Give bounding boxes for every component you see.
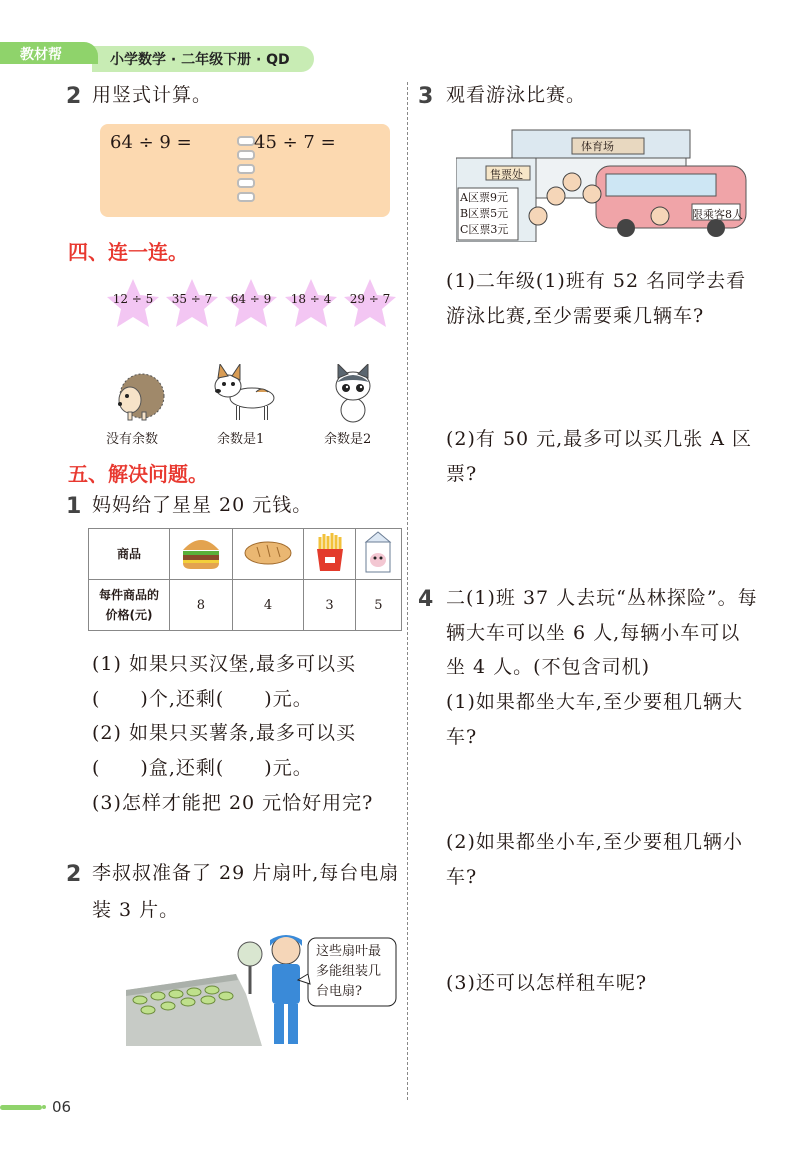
price-table: [88, 528, 402, 631]
p1-line: ( )盒,还剩( )元。: [92, 757, 313, 779]
p1-line: (3)怎样才能把 20 元恰好用完?: [92, 792, 374, 814]
animal-caption: 余数是1: [217, 432, 265, 447]
star-label: 35 ÷ 7: [171, 292, 213, 306]
speech-bubble: 这些扇叶最 多能组装几 台电扇?: [316, 944, 382, 999]
header-title: 小学数学 · 二年级下册 · QD: [110, 52, 290, 68]
milk-icon: [355, 529, 401, 580]
q4-line: 二(1)班 37 人去玩“丛林探险”。每: [446, 587, 758, 609]
page-number: 06: [52, 1098, 72, 1116]
star-label: 12 ÷ 5: [112, 292, 154, 306]
column-divider: [407, 82, 408, 1100]
p1-text: 妈妈给了星星 20 元钱。: [92, 494, 313, 516]
q4-line: 坐 4 人。(不包含司机): [446, 656, 650, 678]
page-bar: [0, 1105, 42, 1110]
notebook: [100, 124, 390, 217]
bread-icon: [232, 529, 303, 580]
section4-title: 四、连一连。: [68, 240, 188, 264]
section5-title: 五、解决问题。: [68, 462, 208, 486]
q4-sub2-line: (2)如果都坐小车,至少要租几辆小: [446, 831, 743, 853]
page-dot: [42, 1105, 46, 1109]
p2-line: 李叔叔准备了 29 片扇叶,每台电扇: [92, 862, 400, 884]
p2-line: 装 3 片。: [92, 899, 180, 921]
p1-number: 1: [66, 494, 82, 519]
q4-sub3-line: (3)还可以怎样租车呢?: [446, 972, 648, 994]
bus-sign: 限乘客8人: [692, 208, 743, 221]
p1-line: (2) 如果只买薯条,最多可以买: [92, 722, 356, 744]
ticket-price-board: A区票9元 B区票5元 C区票3元: [460, 191, 509, 236]
calc-item: 45 ÷ 7 =: [254, 132, 336, 153]
gym-sign: 体育场: [581, 140, 614, 153]
price-cell: 5: [355, 580, 401, 631]
table-header: 每件商品的 价格(元): [89, 580, 170, 631]
table-header: 商品: [89, 529, 170, 580]
q3-number: 3: [418, 84, 434, 109]
q3-sub2-line: 票?: [446, 463, 478, 485]
p1-line: ( )个,还剩( )元。: [92, 688, 313, 710]
q4-sub1-line: 车?: [446, 726, 478, 748]
star-label: 64 ÷ 9: [230, 292, 272, 306]
dog-icon: [208, 364, 280, 424]
q3-sub1-line: 游泳比赛,至少需要乘几辆车?: [446, 305, 705, 327]
q4-sub1-line: (1)如果都坐大车,至少要租几辆大: [446, 691, 743, 713]
star-label: 18 ÷ 4: [290, 292, 332, 306]
fries-icon: [304, 529, 356, 580]
q4-number: 4: [418, 587, 434, 612]
price-cell: 3: [304, 580, 356, 631]
cat-icon: [328, 364, 378, 424]
q3-text: 观看游泳比赛。: [446, 84, 587, 106]
calc-item: 64 ÷ 9 =: [110, 132, 192, 153]
animal-caption: 没有余数: [106, 432, 159, 447]
q4-sub2-line: 车?: [446, 866, 478, 888]
hedgehog-icon: [112, 366, 168, 422]
q3-sub2-line: (2)有 50 元,最多可以买几张 A 区: [446, 428, 753, 450]
header-tab: 教材帮: [0, 42, 98, 64]
price-cell: 8: [170, 580, 233, 631]
q2-text: 用竖式计算。: [92, 84, 213, 106]
p1-line: (1) 如果只买汉堡,最多可以买: [92, 653, 356, 675]
price-cell: 4: [232, 580, 303, 631]
q2-number: 2: [66, 84, 82, 109]
star-label: 29 ÷ 7: [349, 292, 391, 306]
hamburger-icon: [170, 529, 233, 580]
q4-line: 辆大车可以坐 6 人,每辆小车可以: [446, 622, 741, 644]
animal-caption: 余数是2: [324, 432, 372, 447]
p2-number: 2: [66, 862, 82, 887]
q3-sub1-line: (1)二年级(1)班有 52 名同学去看: [446, 270, 747, 292]
ticket-office-sign: 售票处: [490, 168, 523, 181]
